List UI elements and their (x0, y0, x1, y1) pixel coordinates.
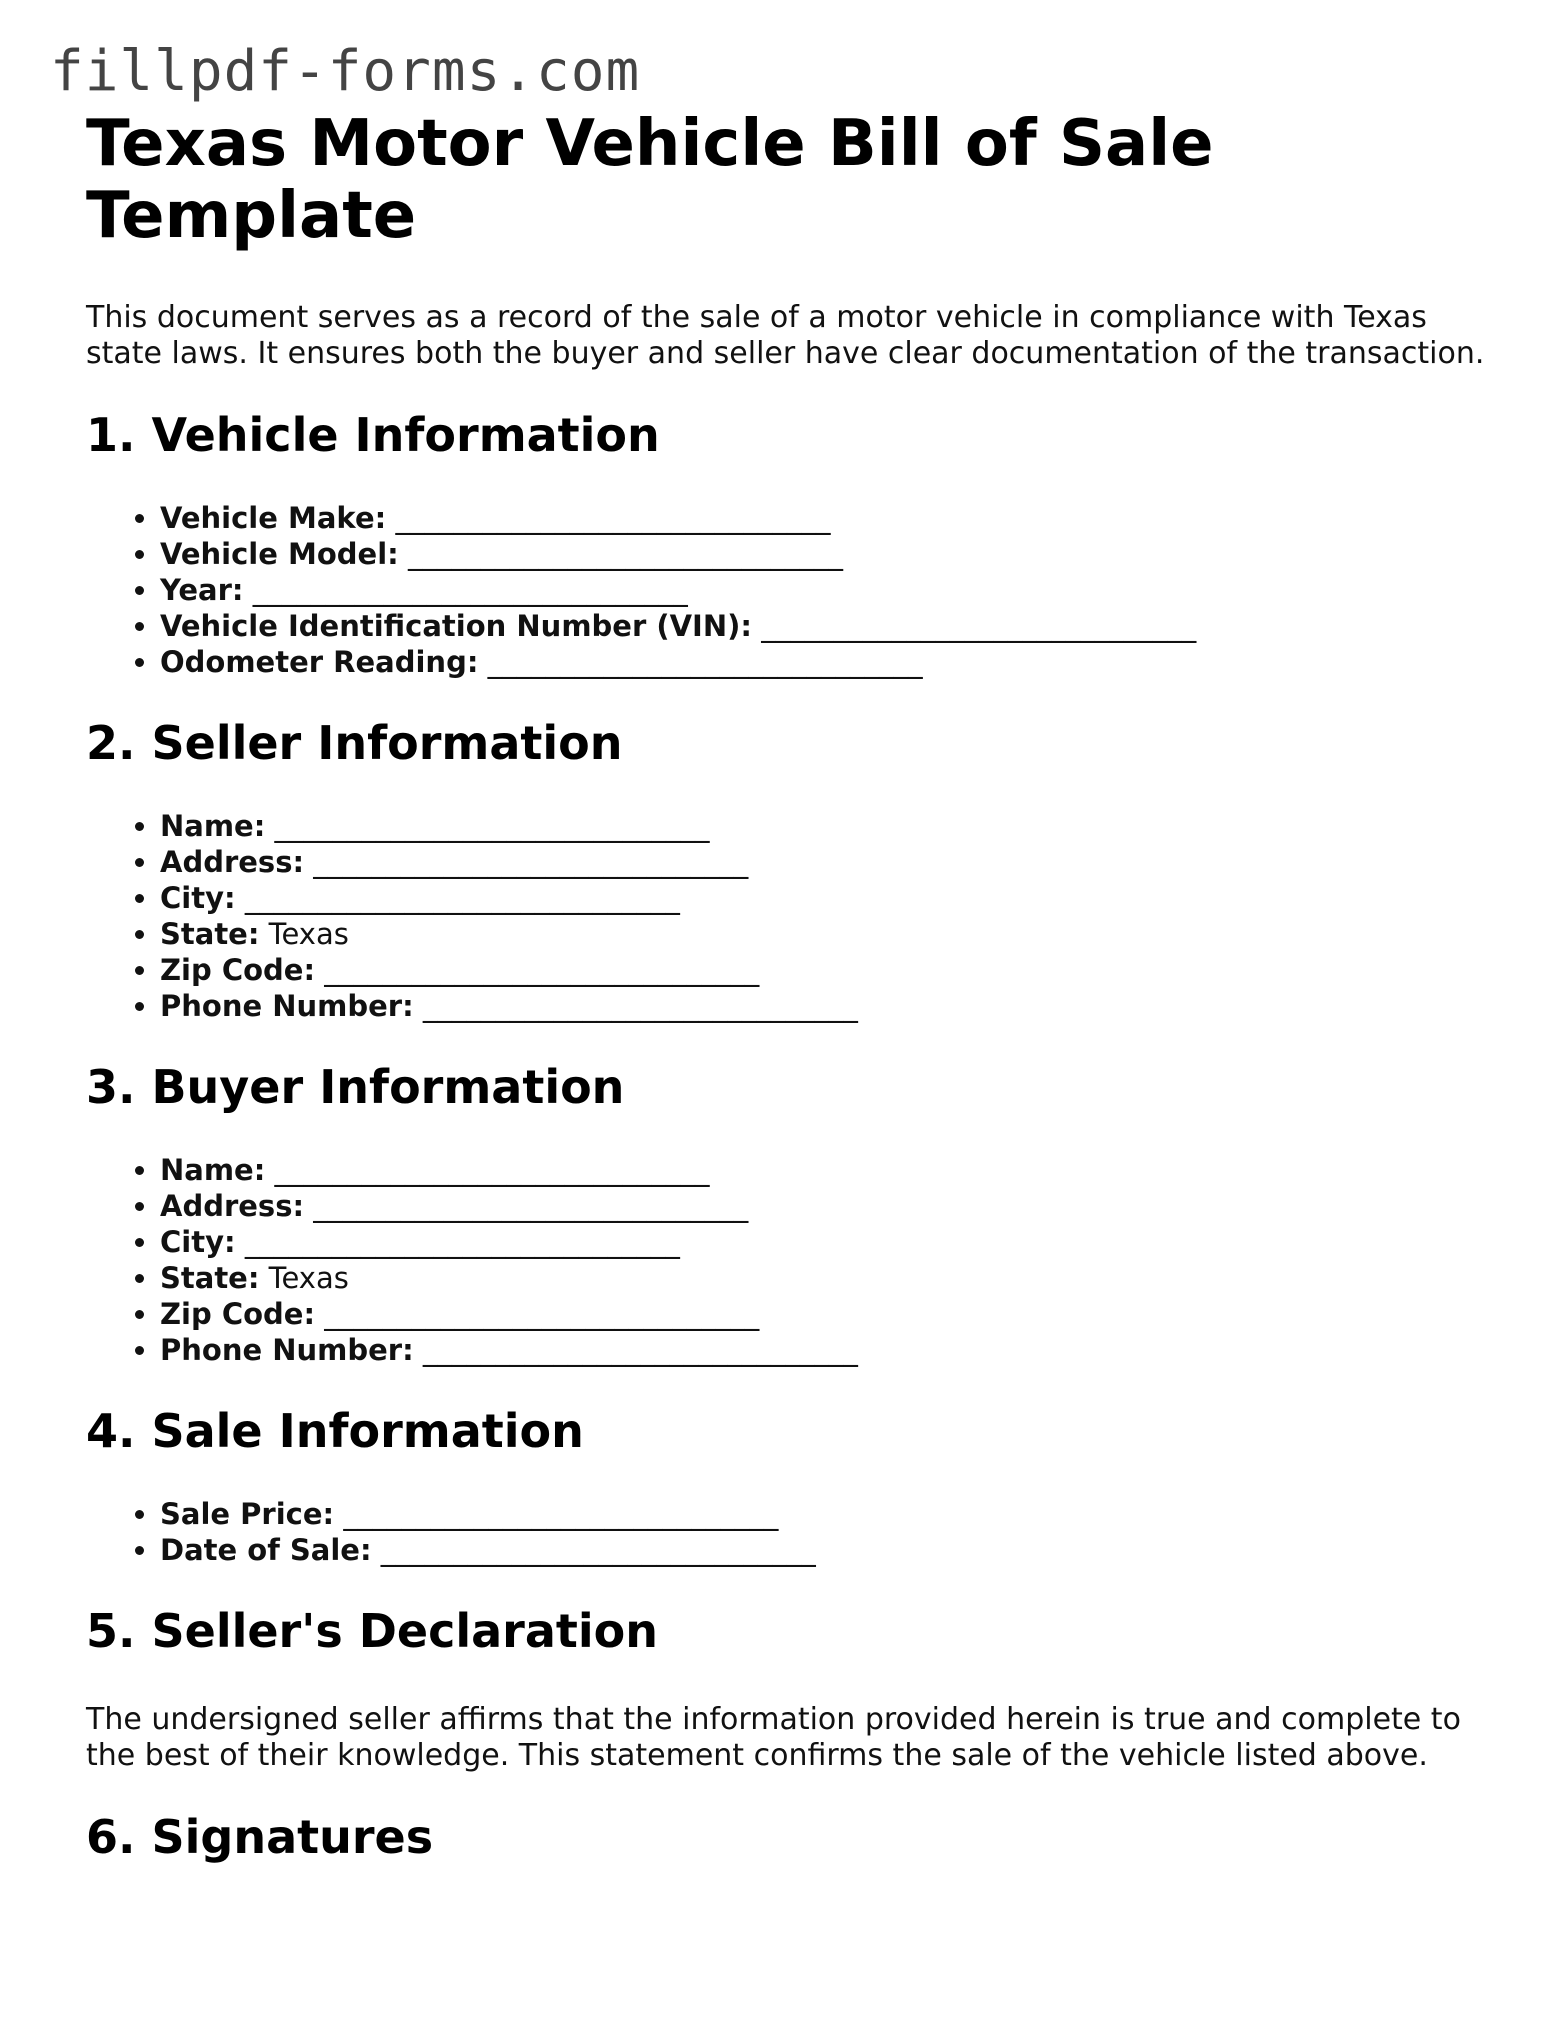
sale-field-list (86, 1496, 1486, 1568)
field-value: Texas (268, 917, 349, 951)
buyer-heading: 3. Buyer Information (86, 1060, 625, 1114)
field-label: Name: (160, 1153, 266, 1187)
field-label: Zip Code: (160, 1297, 316, 1331)
field-blank[interactable]: ______________________________ (343, 1497, 779, 1531)
field-label: Phone Number: (160, 989, 414, 1023)
vehicle-section (86, 408, 1486, 680)
field-label: Vehicle Make: (160, 501, 387, 535)
field-blank[interactable]: ______________________________ (324, 953, 760, 987)
field-label: City: (160, 1225, 236, 1259)
field-label: City: (160, 881, 236, 915)
field-buyer-name (160, 1152, 1486, 1188)
field-buyer-city (160, 1224, 1486, 1260)
field-blank[interactable]: ______________________________ (422, 989, 858, 1023)
field-label: Vehicle Identification Number (VIN): (160, 609, 752, 643)
field-seller-city (160, 880, 1486, 916)
field-label: Address: (160, 1189, 305, 1223)
field-seller-state (160, 916, 1486, 952)
seller-section (86, 716, 1486, 1024)
buyer-section (86, 1060, 1486, 1368)
field-blank[interactable]: ______________________________ (274, 1153, 710, 1187)
field-vehicle-make (160, 500, 1486, 536)
field-buyer-zip (160, 1296, 1486, 1332)
document-title: Texas Motor Vehicle Bill of Sale Template (86, 107, 1214, 253)
declaration-heading: 5. Seller's Declaration (86, 1604, 659, 1658)
declaration-section (86, 1604, 1486, 1774)
field-blank[interactable]: ______________________________ (324, 1297, 760, 1331)
field-label: Odometer Reading: (160, 645, 479, 679)
field-label: Name: (160, 809, 266, 843)
field-blank[interactable]: ______________________________ (274, 809, 710, 843)
signatures-section (86, 1810, 1486, 1864)
field-buyer-state (160, 1260, 1486, 1296)
intro-paragraph: This document serves as a record of the sale of a motor vehicle in compliance with Texas state laws. It ensures both the buyer and seller have clear documentation of the transaction. (86, 300, 1485, 371)
field-blank[interactable]: ______________________________ (313, 845, 749, 879)
buyer-field-list (86, 1152, 1486, 1368)
document-page (86, 108, 1486, 1864)
field-vin (160, 608, 1486, 644)
field-seller-name (160, 808, 1486, 844)
field-label: Zip Code: (160, 953, 316, 987)
field-seller-address (160, 844, 1486, 880)
field-blank[interactable]: ______________________________ (313, 1189, 749, 1223)
field-vehicle-model (160, 536, 1486, 572)
field-blank[interactable]: ______________________________ (761, 609, 1197, 643)
signatures-heading: 6. Signatures (86, 1810, 434, 1864)
field-year (160, 572, 1486, 608)
field-seller-zip (160, 952, 1486, 988)
field-label: Sale Price: (160, 1497, 335, 1531)
field-blank[interactable]: ______________________________ (252, 573, 688, 607)
sale-section (86, 1404, 1486, 1568)
field-blank[interactable]: ______________________________ (422, 1333, 858, 1367)
field-label: State: (160, 1261, 260, 1295)
seller-heading: 2. Seller Information (86, 716, 623, 770)
field-buyer-address (160, 1188, 1486, 1224)
field-blank[interactable]: ______________________________ (244, 1225, 680, 1259)
field-seller-phone (160, 988, 1486, 1024)
watermark: fillpdf-forms.com (50, 39, 641, 104)
field-value: Texas (268, 1261, 349, 1295)
field-odometer (160, 644, 1486, 680)
field-buyer-phone (160, 1332, 1486, 1368)
field-label: State: (160, 917, 260, 951)
vehicle-field-list (86, 500, 1486, 680)
field-sale-price (160, 1496, 1486, 1532)
seller-field-list (86, 808, 1486, 1024)
vehicle-heading: 1. Vehicle Information (86, 408, 660, 462)
field-sale-date (160, 1532, 1486, 1568)
field-blank[interactable]: ______________________________ (407, 537, 843, 571)
field-label: Phone Number: (160, 1333, 414, 1367)
field-blank[interactable]: ______________________________ (395, 501, 831, 535)
declaration-paragraph: The undersigned seller affirms that the information provided herein is true and complete to the best of their knowledge. This statement confirms the sale of the vehicle listed above. (86, 1702, 1461, 1773)
field-label: Address: (160, 845, 305, 879)
field-blank[interactable]: ______________________________ (487, 645, 923, 679)
field-blank[interactable]: ______________________________ (380, 1533, 816, 1567)
field-blank[interactable]: ______________________________ (244, 881, 680, 915)
field-label: Vehicle Model: (160, 537, 399, 571)
field-label: Year: (160, 573, 244, 607)
sale-heading: 4. Sale Information (86, 1404, 584, 1458)
field-label: Date of Sale: (160, 1533, 372, 1567)
